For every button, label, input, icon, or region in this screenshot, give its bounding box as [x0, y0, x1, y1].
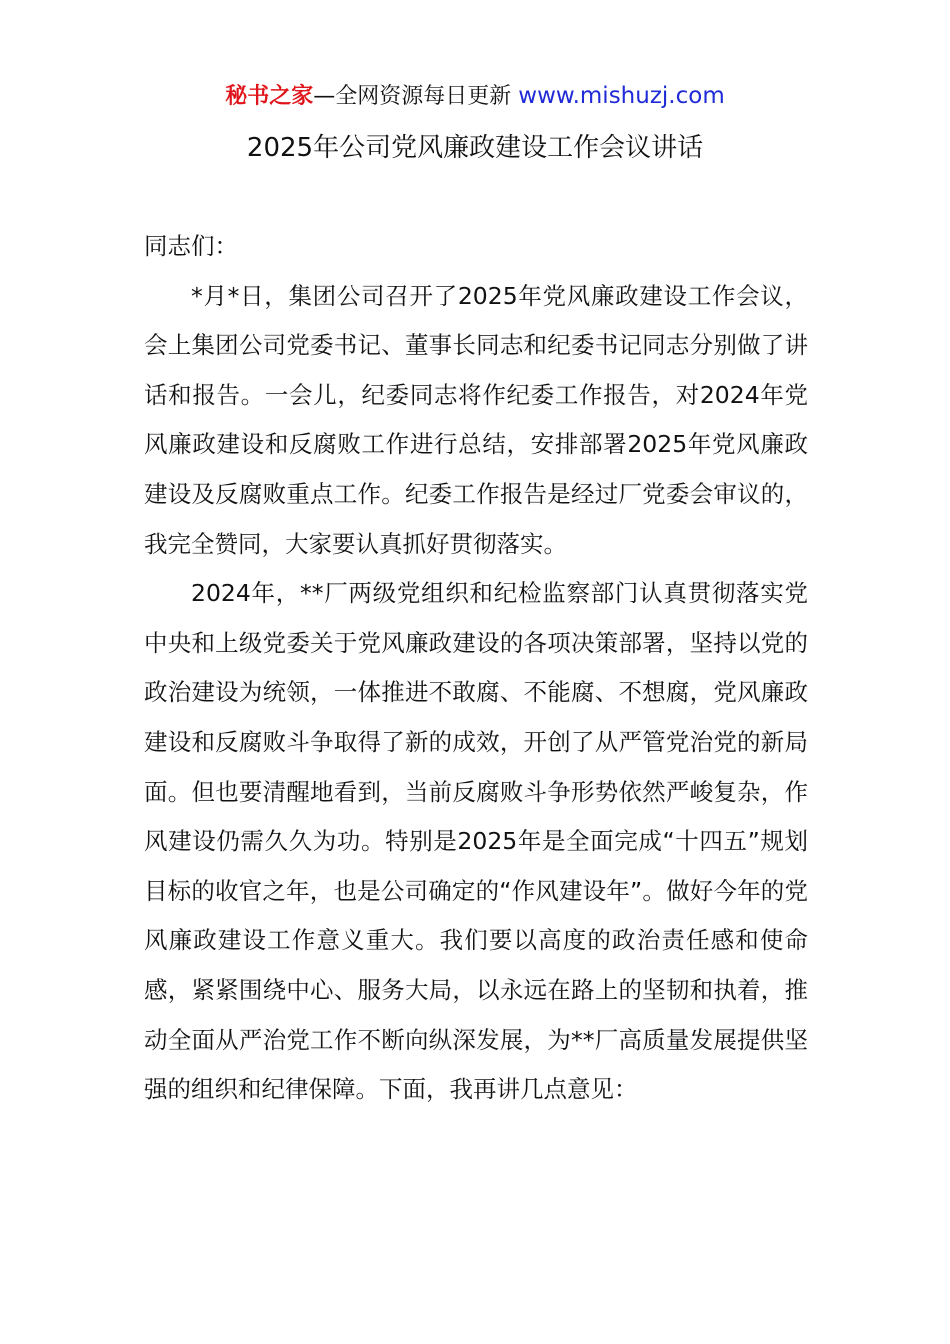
brand-name: 秘书之家 — [225, 84, 314, 109]
salutation: 同志们： — [144, 232, 238, 260]
site-header — [0, 80, 950, 113]
document-title: 2025年公司党风廉政建设工作会议讲话 — [246, 133, 704, 163]
site-url-link[interactable]: www.mishuzj.com — [518, 83, 725, 109]
body-paragraph-2: 2024年，**厂两级党组织和纪检监察部门认真贯彻落实党中央和上级党委关于党风廉政建设的各项决策部署，坚持以党的政治建设为统领，一体推进不敢腐、不能腐、不想腐，党风廉政建设和反腐败斗争取得了新的成效，开创了从严管党治党的新局面。但也要清醒地看到，当前反腐败斗争形势依然严峻复杂，作风建设仍需久久为功。特别是2025年是全面完成“十四五”规划目标的收官之年，也是公司确定的“作风建设年”。做好今年的党风廉政建设工作意义重大。我们要以高度的政治责任感和使命感，紧紧围绕中心、服务大局，以永远在路上的坚韧和执着，推动全面从严治党工作不断向纵深发展，为**厂高质量发展提供坚强的组织和纪律保障。下面，我再讲几点意见： — [144, 579, 808, 1104]
document-body — [144, 222, 808, 1115]
header-tagline: —全网资源每日更新 — [313, 84, 519, 109]
body-paragraph-1: *月*日，集团公司召开了2025年党风廉政建设工作会议，会上集团公司党委书记、董事长同志和纪委书记同志分别做了讲话和报告。一会儿，纪委同志将作纪委工作报告，对2024年党风廉政建设和反腐败工作进行总结，安排部署2025年党风廉政建设及反腐败重点工作。纪委工作报告是经过厂党委会审议的，我完全赞同，大家要认真抓好贯彻落实。 — [144, 281, 808, 558]
